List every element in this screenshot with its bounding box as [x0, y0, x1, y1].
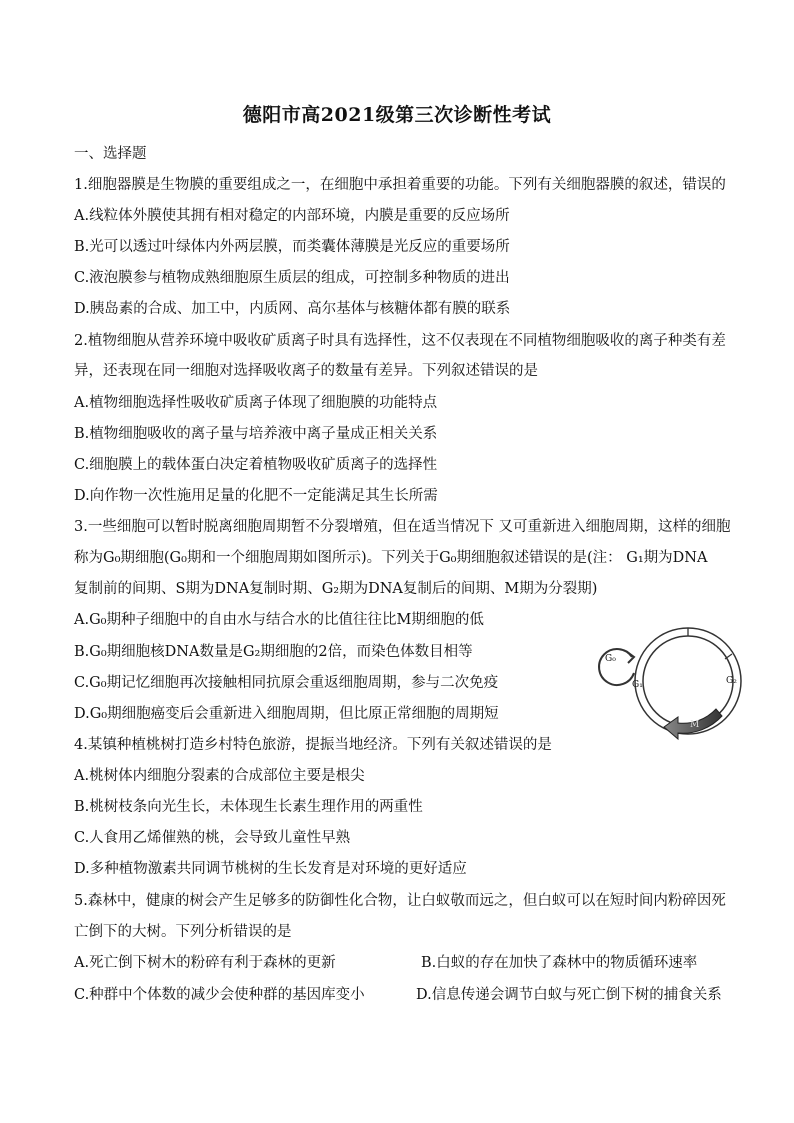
g2-label: G₂ — [726, 676, 737, 686]
q3-stem-line3: 复制前的间期、S期为DNA复制时期、G₂期为DNA复制后的间期、M期为分裂期) — [74, 581, 598, 597]
q3-option-a: A.G₀期种子细胞中的自由水与结合水的比值往往比M期细胞的低 — [74, 612, 484, 628]
q5-option-d: D.信息传递会调节白蚁与死亡倒下树的捕食关系 — [416, 987, 722, 1003]
q2-option-c: C.细胞膜上的载体蛋白决定着植物吸收矿质离子的选择性 — [74, 457, 438, 473]
q3-option-d: D.G₀期细胞癌变后会重新进入细胞周期，但比原正常细胞的周期短 — [74, 706, 499, 722]
q4-option-b: B.桃树枝条向光生长，未体现生长素生理作用的两重性 — [74, 799, 423, 815]
q2-stem-line2: 异，还表现在同一细胞对选择吸收离子的数量有差异。下列叙述错误的是 — [74, 363, 538, 379]
q4-stem: 4.某镇种植桃树打造乡村特色旅游，提振当地经济。下列有关叙述错误的是 — [74, 737, 552, 753]
q1-option-a: A.线粒体外膜使其拥有相对稳定的内部环境，内膜是重要的反应场所 — [74, 208, 510, 224]
q1-option-c: C.液泡膜参与植物成熟细胞原生质层的组成，可控制多种物质的进出 — [74, 270, 510, 286]
q3-option-c: C.G₀期记忆细胞再次接触相同抗原会重返细胞周期，参与二次免疫 — [74, 675, 499, 691]
q2-stem-line1: 2.植物细胞从营养环境中吸收矿质离子时具有选择性，这不仅表现在不同植物细胞吸收的离子种类有差 — [74, 333, 726, 349]
q1-option-d: D.胰岛素的合成、加工中，内质网、高尔基体与核糖体都有膜的联系 — [74, 301, 511, 317]
q2-option-d: D.向作物一次性施用足量的化肥不一定能满足其生长所需 — [74, 488, 438, 504]
q4-option-c: C.人食用乙烯催熟的桃，会导致儿童性早熟 — [74, 830, 351, 846]
q2-option-a: A.植物细胞选择性吸收矿质离子体现了细胞膜的功能特点 — [74, 395, 438, 411]
q2-option-b: B.植物细胞吸收的离子量与培养液中离子量成正相关关系 — [74, 426, 438, 442]
cell-cycle-diagram — [592, 617, 742, 741]
page-title: 德阳市高2021级第三次诊断性考试 — [242, 104, 552, 126]
q4-option-a: A.桃树体内细胞分裂素的合成部位主要是根尖 — [74, 768, 365, 784]
q5-stem-line1: 5.森林中，健康的树会产生足够多的防御性化合物，让白蚁敬而远之，但白蚁可以在短时间内粉碎因死 — [74, 893, 726, 909]
q5-stem-line2: 亡倒下的大树。下列分析错误的是 — [74, 924, 292, 940]
q3-option-b: B.G₀期细胞核DNA数量是G₂期细胞的2倍，而染色体数目相等 — [74, 644, 473, 660]
q4-option-d: D.多种植物激素共同调节桃树的生长发育是对环境的更好适应 — [74, 861, 467, 877]
q1-option-b: B.光可以透过叶绿体内外两层膜，而类囊体薄膜是光反应的重要场所 — [74, 239, 510, 255]
m-label: M — [690, 720, 700, 730]
g1-label: G₁ — [632, 680, 643, 690]
q5-option-a: A.死亡倒下树木的粉碎有利于森林的更新 — [74, 955, 336, 971]
section-heading: 一、选择题 — [74, 146, 147, 162]
g0-label: G₀ — [605, 654, 616, 664]
q5-option-c: C.种群中个体数的减少会使种群的基因库变小 — [74, 987, 365, 1003]
q1-stem: 1.细胞器膜是生物膜的重要组成之一，在细胞中承担着重要的功能。下列有关细胞器膜的叙述，错误的 — [74, 177, 726, 193]
q5-option-b: B.白蚁的存在加快了森林中的物质循环速率 — [421, 955, 698, 971]
q3-stem-line1: 3.一些细胞可以暂时脱离细胞周期暂不分裂增殖，但在适当情况下 又可重新进入细胞周期，这样的细胞 — [74, 519, 731, 535]
q3-stem-line2: 称为G₀期细胞(G₀期和一个细胞周期如图所示)。下列关于G₀期细胞叙述错误的是(注： G₁期为DNA — [74, 550, 708, 566]
